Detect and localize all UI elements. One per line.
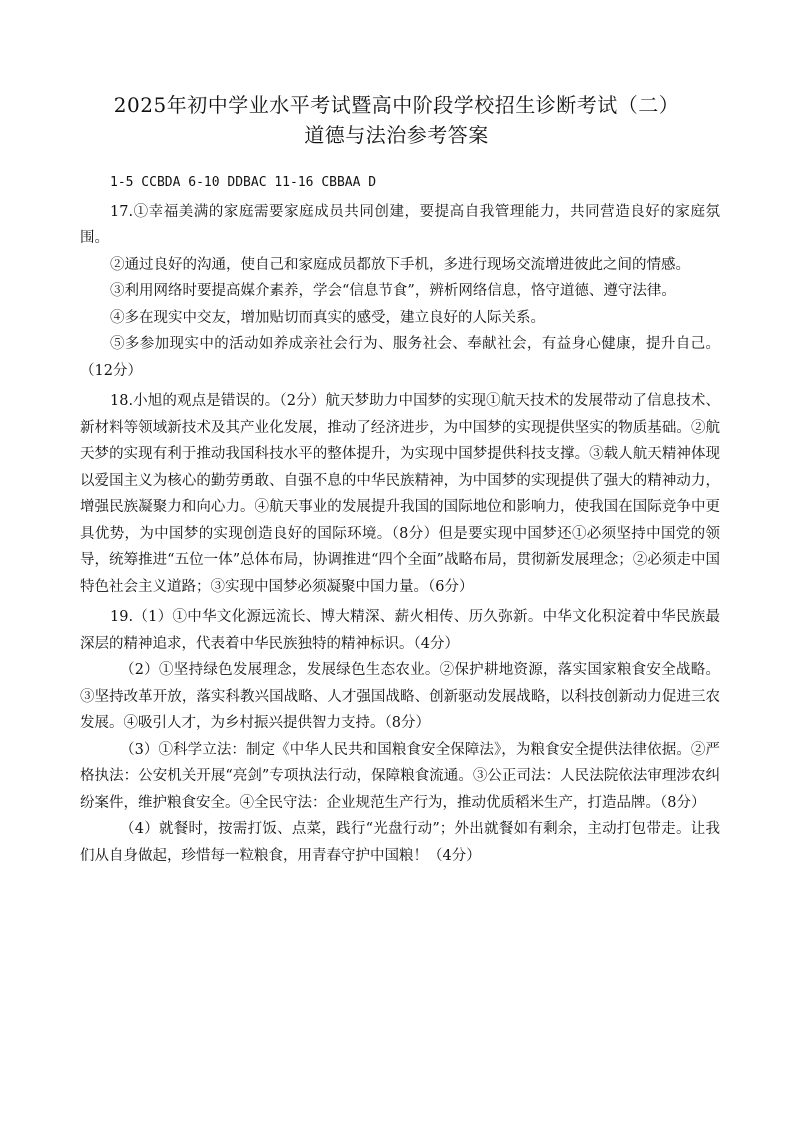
q19-part-1: 19.（1）①中华文化源远流长、博大精深、薪火相传、历久弥新。中华文化积淀着中华民族最深层的精神追求，代表着中华民族独特的精神标识。（4分） [80, 609, 720, 652]
answer-content [80, 170, 720, 869]
q17-point-4: ④多在现实中交友，增加贴切而真实的感受，建立良好的人际关系。 [110, 309, 545, 326]
multiple-choice-answers: 1-5 CCBDA 6-10 DDBAC 11-16 CBBAA D [110, 175, 377, 190]
q19-part-4: （4）就餐时，按需打饭、点菜，践行“光盘行动”；外出就餐如有剩余，主动打包带走。让我们从自身做起，珍惜每一粒粮食，用青春守护中国粮！（4分） [80, 821, 720, 864]
page-title: 2025年初中学业水平考试暨高中阶段学校招生诊断考试（二） [113, 93, 680, 117]
q17-point-3: ③利用网络时要提高媒介素养，学会“信息节食”，辨析网络信息，恪守道德、遵守法律。 [110, 283, 676, 299]
q17-point-2: ②通过良好的沟通，使自己和家庭成员都放下手机，多进行现场交流增进彼此之间的情感。 [110, 256, 690, 273]
q19-part-2: （2）①坚持绿色发展理念，发展绿色生态农业。②保护耕地资源，落实国家粮食安全战略。③坚持改革开放，落实科教兴国战略、人才强国战略、创新驱动发展战略，以科技创新动力促进三农发展。④吸引人才，为乡村振兴提供智力支持。（8分） [80, 662, 720, 731]
page-subtitle: 道德与法治参考答案 [304, 123, 489, 147]
q17-point-5: ⑤多参加现实中的活动如养成亲社会行为、服务社会、奉献社会，有益身心健康，提升自己。（12分） [80, 336, 720, 379]
q19-part-3: （3）①科学立法：制定《中华人民共和国粮食安全保障法》，为粮食安全提供法律依据。②严格执法：公安机关开展“亮剑”专项执法行动，保障粮食流通。③公正司法：人民法院依法审理涉农纠纷案件，维护粮食安全。④全民守法：企业规范生产行为，推动优质稻米生产，打造品牌。（8分） [80, 741, 720, 811]
q17-point-1: 17.①幸福美满的家庭需要家庭成员共同创建，要提高自我管理能力，共同营造良好的家庭氛围。 [80, 203, 720, 246]
q18-answer: 18.小旭的观点是错误的。（2分）航天梦助力中国梦的实现①航天技术的发展带动了信息技术、新材料等领域新技术及其产业化发展，推动了经济进步，为中国梦的实现提供坚实的物质基础。②航天梦的实现有利于推动我国科技水平的整体提升，为实现中国梦提供科技支撑。③载人航天精神体现以爱国主义为核心的勤劳勇敢、自强不息的中华民族精神，为中国梦的实现提供了强大的精神动力，增强民族凝聚力和向心力。④航天事业的发展提升我国的国际地位和影响力，使我国在国际竞争中更具优势，为中国梦的实现创造良好的国际环境。（8分）但是要实现中国梦还①必须坚持中国党的领导，统筹推进“五位一体”总体布局，协调推进“四个全面”战略布局，贯彻新发展理念；②必须走中国特色社会主义道路；③实现中国梦必须凝聚中国力量。（6分） [80, 393, 720, 595]
